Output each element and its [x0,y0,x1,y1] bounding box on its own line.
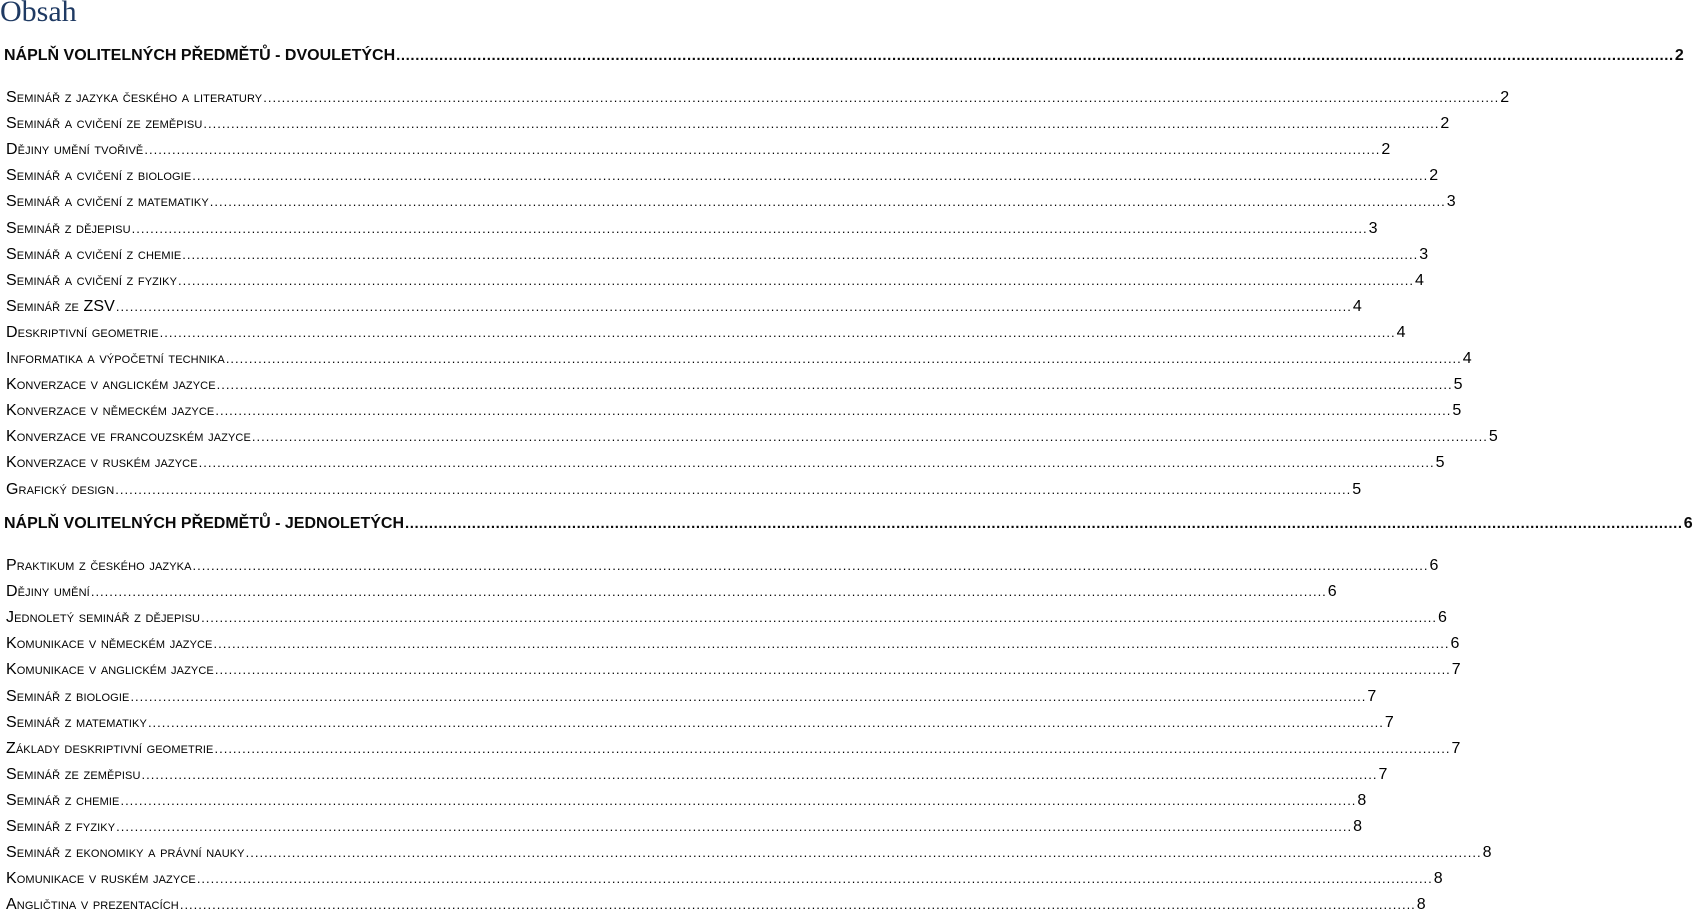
toc-page-number: 7 [1451,661,1461,678]
toc-entry-label: Seminář a cvičení ze zeměpisu [6,115,203,132]
dot-leader [116,298,1352,316]
toc-entry[interactable] [6,736,1461,758]
toc-page-number: 7 [1378,766,1388,783]
toc-entry[interactable] [6,294,1362,316]
toc-page-number: 8 [1416,896,1426,913]
toc-page-number: 2 [1674,47,1684,64]
toc-entry-label: Konverzace v anglickém jazyce [6,376,216,393]
toc-entry-label: Seminář a cvičení z chemie [6,246,182,263]
dot-leader [120,792,1356,810]
toc-page-number: 8 [1433,870,1443,887]
toc-page-number: 4 [1396,324,1406,341]
toc-page-number: 8 [1353,818,1363,835]
dot-leader [214,635,1450,653]
toc-entry[interactable] [6,631,1460,653]
dot-leader [197,870,1433,888]
dot-leader [215,402,1451,420]
dot-leader [116,818,1352,836]
toc-entry-label: Angličtina v prezentacích [6,896,179,913]
dot-leader [246,844,1482,862]
toc-entry[interactable] [6,242,1429,264]
toc-page-number: 2 [1429,167,1439,184]
toc-page-number: 5 [1352,481,1362,498]
toc-page-number: 7 [1451,740,1461,757]
toc-entry[interactable] [6,346,1472,368]
toc-entry-label: Seminář a cvičení z fyziky [6,272,178,289]
toc-entry-label: Jednoletý seminář z dějepisu [6,609,201,626]
toc-section-heading-label: NÁPLŇ VOLITELNÝCH PŘEDMĚTŮ - JEDNOLETÝCH [4,515,405,532]
toc-page-number: 5 [1453,376,1463,393]
toc-title: Obsah [0,0,77,28]
dot-leader [130,688,1366,706]
toc-entry-label: Dějiny umění tvořivě [6,141,144,158]
toc-entry[interactable] [6,137,1391,159]
toc-entry[interactable] [6,85,1510,107]
toc-entry[interactable] [6,840,1492,862]
dot-leader [199,454,1435,472]
toc-entry-label: Seminář a cvičení z matematiky [6,193,209,210]
toc-entry[interactable] [6,579,1337,601]
dot-leader [396,46,1674,66]
dot-leader [252,428,1488,446]
toc-entry[interactable] [6,710,1394,732]
toc-entry-label: Dějiny umění [6,583,90,600]
dot-leader [215,661,1451,679]
dot-leader [203,115,1439,133]
dot-leader [144,141,1380,159]
toc-page-number: 4 [1414,272,1424,289]
toc-entry[interactable] [6,216,1378,238]
toc-page-number: 6 [1450,635,1460,652]
toc-section-heading-label: NÁPLŇ VOLITELNÝCH PŘEDMĚTŮ - DVOULETÝCH [4,47,396,64]
toc-entry-label: Seminář z jazyka českého a literatury [6,89,263,106]
toc-section-heading[interactable] [4,510,1693,534]
toc-page-number: 6 [1683,515,1693,532]
dot-leader [182,246,1418,264]
toc-entry-label: Seminář z dějepisu [6,220,131,237]
toc-page-number: 2 [1500,89,1510,106]
toc-page-number: 8 [1482,844,1492,861]
dot-leader [263,89,1499,107]
dot-leader [217,376,1453,394]
dot-leader [210,193,1446,211]
toc-section-heading[interactable] [4,42,1684,66]
dot-leader [132,220,1368,238]
toc-page-number: 3 [1368,220,1378,237]
dot-leader [115,481,1351,499]
toc-entry-label: Konverzace ve francouzském jazyce [6,428,251,445]
toc-entry[interactable] [6,189,1456,211]
toc-entry[interactable] [6,684,1377,706]
dot-leader [405,514,1683,534]
toc-page-number: 2 [1381,141,1391,158]
dot-leader [192,167,1428,185]
toc-entry[interactable] [6,111,1450,133]
toc-entry[interactable] [6,553,1439,575]
toc-page-number: 3 [1446,193,1456,210]
toc-entry-label: Seminář ze zeměpisu [6,766,141,783]
dot-leader [226,350,1462,368]
toc-entry-label: Seminář z fyziky [6,818,116,835]
dot-leader [148,714,1384,732]
toc-entry[interactable] [6,657,1461,679]
toc-entry-label: Seminář a cvičení z biologie [6,167,192,184]
dot-leader [201,609,1437,627]
dot-leader [180,896,1416,914]
toc-entry[interactable] [6,424,1498,446]
toc-entry-label: Praktikum z českého jazyka [6,557,192,574]
toc-entry-label: Informatika a výpočetní technika [6,350,225,367]
toc-entry-label: Seminář z matematiky [6,714,147,731]
toc-entry[interactable] [6,372,1463,394]
toc-entry[interactable] [6,605,1448,627]
toc-entry-label: Deskriptivní geometrie [6,324,159,341]
toc-entry[interactable] [6,477,1362,499]
toc-entry-label: Komunikace v německém jazyce [6,635,213,652]
toc-page-number: 6 [1429,557,1439,574]
toc-entry[interactable] [6,866,1443,888]
toc-page-number: 7 [1384,714,1394,731]
dot-leader [91,583,1327,601]
toc-page-number: 5 [1452,402,1462,419]
dot-leader [193,557,1429,575]
toc-entry-label: Seminář z ekonomiky a právní nauky [6,844,245,861]
toc-entry-label: Komunikace v anglickém jazyce [6,661,214,678]
dot-leader [142,766,1378,784]
toc-page-number: 6 [1327,583,1337,600]
toc-entry[interactable] [6,762,1388,784]
toc-entry[interactable] [6,320,1406,342]
toc-page-number: 4 [1462,350,1472,367]
toc-page-number: 3 [1419,246,1429,263]
toc-entry[interactable] [6,398,1462,420]
toc-entry-label: Komunikace v ruském jazyce [6,870,196,887]
toc-entry-label: Seminář z chemie [6,792,120,809]
toc-page-number: 6 [1438,609,1448,626]
toc-entry[interactable] [6,163,1439,185]
toc-page-number: 4 [1352,298,1362,315]
toc-page-number: 5 [1435,454,1445,471]
toc-entry-label: Základy deskriptivní geometrie [6,740,214,757]
toc-entry[interactable] [6,814,1363,836]
toc-page-number: 5 [1488,428,1498,445]
toc-entry[interactable] [6,788,1367,810]
dot-leader [214,740,1450,758]
toc-entry-label: Grafický design [6,481,115,498]
toc-entry-label: Konverzace v ruském jazyce [6,454,198,471]
toc-page-number: 2 [1440,115,1450,132]
toc-entry-label: Konverzace v německém jazyce [6,402,215,419]
toc-entry[interactable] [6,268,1424,290]
toc-page-number: 7 [1367,688,1377,705]
dot-leader [160,324,1396,342]
toc-entry[interactable] [6,892,1426,914]
toc-entry-label: Seminář z biologie [6,688,130,705]
toc-entry[interactable] [6,450,1445,472]
toc-entry-label: Seminář ze ZSV [6,298,115,315]
dot-leader [178,272,1414,290]
toc-page-number: 8 [1357,792,1367,809]
